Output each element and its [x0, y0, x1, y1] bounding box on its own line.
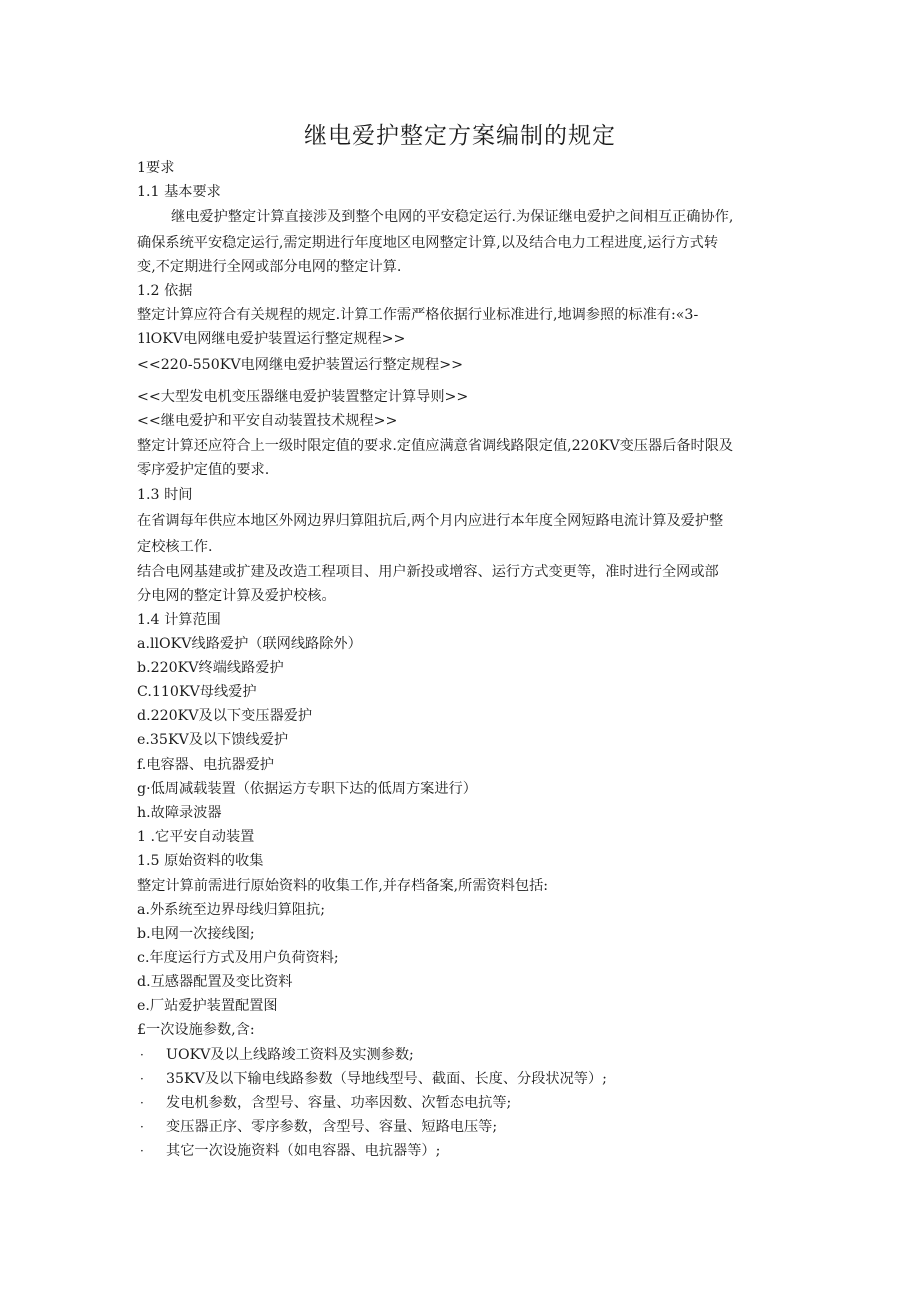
paragraph-line: 1lOKV电网继电爱护装置运行整定规程>> [137, 331, 406, 347]
section-heading-1-1: 1.1 基本要求 [137, 184, 221, 200]
paragraph-line: 在省调每年供应本地区外网边界归算阻抗后,两个月内应进行本年度全网短路电流计算及爱护整 [137, 513, 724, 529]
bullet-marker: · [140, 1072, 144, 1086]
section-heading-1-4: 1.4 计算范围 [137, 612, 221, 628]
list-item: a.llOKV线路爱护（联网线路除外） [137, 636, 362, 652]
paragraph-line: 定校核工作. [137, 539, 213, 555]
paragraph-line: 整定计算应符合有关规程的规定.计算工作需严格依据行业标准进行,地调参照的标准有:«3- [137, 307, 699, 323]
list-item: g·低周减载装置（依据运方专职下达的低周方案进行） [137, 781, 477, 797]
document-title: 继电爱护整定方案编制的规定 [304, 123, 616, 149]
bullet-item: 其它一次设施资料（如电容器、电抗器等）; [166, 1143, 441, 1159]
list-item: h.故障录波器 [137, 805, 222, 821]
list-item: b.220KV终端线路爱护 [137, 660, 284, 676]
bullet-marker: · [140, 1048, 144, 1062]
standard-reference: <<220-550KV电网继电爱护装置运行整定规程>> [137, 357, 463, 373]
standard-reference: <<继电爱护和平安自动装置技术规程>> [137, 413, 398, 429]
paragraph-line: 继电爱护整定计算直接涉及到整个电网的平安稳定运行.为保证继电爱护之间相互正确协作, [171, 209, 734, 225]
paragraph-line: 确保系统平安稳定运行,需定期进行年度地区电网整定计算,以及结合电力工程进度,运行方式转 [137, 235, 719, 251]
list-item: f.电容器、电抗器爱护 [137, 757, 274, 773]
list-item: b.电网一次接线图; [137, 926, 255, 942]
section-heading-1-5: 1.5 原始资料的收集 [137, 853, 264, 869]
bullet-marker: · [140, 1120, 144, 1134]
list-item: d.220KV及以下变压器爱护 [137, 708, 313, 724]
bullet-item: 35KV及以下输电线路参数（导地线型号、截面、长度、分段状况等）; [166, 1071, 607, 1087]
paragraph-line: 整定计算还应符合上一级时限定值的要求.定值应满意省调线路限定值,220KV变压器后备时限及 [137, 438, 734, 454]
bullet-item: 变压器正序、零序参数，含型号、容量、短路电压等; [166, 1119, 498, 1135]
list-item: 1 .它平安自动装置 [137, 829, 255, 845]
list-item: £一次设施参数,含: [137, 1022, 255, 1038]
paragraph-line: 分电网的整定计算及爱护校核。 [137, 588, 336, 604]
bullet-item: UOKV及以上线路竣工资料及实测参数; [166, 1047, 414, 1063]
list-item: d.互感器配置及变比资料 [137, 974, 293, 990]
section-heading-1-2: 1.2 依据 [137, 283, 193, 299]
section-heading-1: 1要求 [137, 160, 175, 176]
paragraph-line: 结合电网基建或扩建及改造工程项目、用户新投或增容、运行方式变更等，准时进行全网或部 [137, 564, 719, 580]
list-item: e.35KV及以下馈线爱护 [137, 732, 289, 748]
bullet-marker: · [140, 1144, 144, 1158]
paragraph-line: 零序爱护定值的要求. [137, 462, 270, 478]
paragraph-line: 变,不定期进行全网或部分电网的整定计算. [137, 259, 402, 275]
bullet-marker: · [140, 1096, 144, 1110]
list-item: C.110KV母线爱护 [137, 684, 257, 700]
standard-reference: <<大型发电机变压器继电爱护装置整定计算导则>> [137, 389, 469, 405]
paragraph-line: 整定计算前需进行原始资料的收集工作,并存档备案,所需资料包括: [137, 878, 549, 894]
list-item: e.厂站爱护装置配置图 [137, 998, 278, 1014]
section-heading-1-3: 1.3 时间 [137, 487, 193, 503]
bullet-item: 发电机参数，含型号、容量、功率因数、次暂态电抗等; [166, 1095, 512, 1111]
list-item: a.外系统至边界母线归算阻抗; [137, 902, 325, 918]
list-item: c.年度运行方式及用户负荷资料; [137, 950, 339, 966]
